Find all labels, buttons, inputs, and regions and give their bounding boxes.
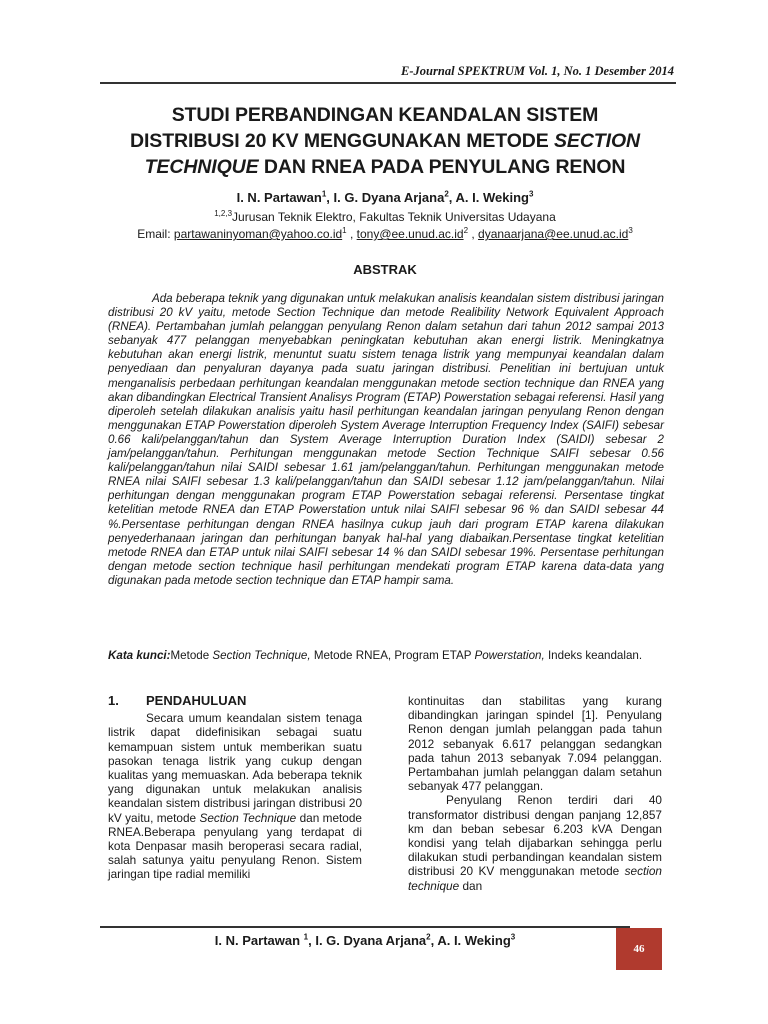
email-line: Email: $partawaninyoman@yahoo.co.id^1$ , $tony@ee.unud.ac.id^2$ , $dyanaarjana@ee.unud.ac.id^3$ bbox=[137, 226, 633, 241]
abstract-heading: ABSTRAK bbox=[353, 262, 417, 277]
title-line-1: STUDI PERBANDINGAN KEANDALAN SISTEM bbox=[171, 104, 599, 126]
footer-divider bbox=[100, 926, 630, 928]
email-link[interactable]: partawaninyoman@yahoo.co.id bbox=[173, 227, 343, 241]
body-paragraph bbox=[108, 711, 362, 881]
keywords-italic: Section Technique, bbox=[212, 649, 311, 662]
email-sup: 2 bbox=[463, 226, 469, 235]
paper-title bbox=[90, 102, 680, 180]
author-sup: 2 bbox=[426, 932, 431, 942]
section-number: 1. bbox=[108, 693, 119, 708]
author-sup: 1 bbox=[303, 932, 309, 942]
body-paragraph: kontinuitas dan stabilitas yang kurang dibandingkan jaringan spindel [1]. Penyulang Renon dengan jumlah pelanggan pada tahun 2012 sebanyak 6.617 pelanggan sedangkan pada tahun 2013 sebanyak 7.094 pelanggan. Pertambahan jumlah pelanggan dalam setahun sebanyak 477 pelanggan. bbox=[408, 694, 662, 794]
author-name: I. G. Dyana Arjana bbox=[333, 190, 445, 205]
author-name: I. G. Dyana Arjana bbox=[315, 933, 427, 948]
header-divider bbox=[100, 82, 676, 84]
body-text: Penyulang Renon terdiri dari 40 transformator distribusi dengan panjang 12,857 km dan beban sebesar 6.203 kVA Dengan kondisi yang telah dijabarkan sehingga perlu dilakukan studi perbandingan keandalan sistem distribusi 20 KV menggunakan metode bbox=[408, 793, 662, 879]
journal-header: E-Journal SPEKTRUM Vol. 1, No. 1 Desember 2014 bbox=[401, 64, 674, 78]
author-sup: 1 bbox=[321, 189, 327, 199]
affiliation-text: Jurusan Teknik Elektro, Fakultas Teknik Universitas Udayana bbox=[232, 210, 556, 224]
author-sup: 3 bbox=[528, 189, 534, 199]
body-italic: Section Technique bbox=[199, 810, 297, 825]
body-text: dan metode RNEA.Beberapa penyulang yang terdapat di kota Denpasar masih beroperasi secara radial, salah satunya yaitu penyulang Renon. Sistem jaringan tipe radial memiliki bbox=[108, 810, 362, 882]
author-name: A. I. Weking bbox=[455, 190, 529, 205]
title-line-2b: SECTION bbox=[554, 130, 640, 152]
author-name: I. N. Partawan bbox=[214, 933, 301, 948]
left-column bbox=[108, 694, 362, 882]
body-text: Secara umum keandalan sistem tenaga listrik dapat didefinisikan sebagai suatu kemampuan sistem untuk memberikan suatu pasokan tenaga listrik yang cukup dengan kualitas yang memuaskan. Ada beberapa teknik yang digunakan untuk melakukan analisis keandalan sistem distribusi jaringan distribusi 20 kV yaitu, metode bbox=[108, 711, 362, 825]
author-name: A. I. Weking bbox=[437, 933, 511, 948]
body-text: dan bbox=[459, 878, 483, 893]
title-line-3a: TECHNIQUE bbox=[144, 156, 259, 178]
abstract-body bbox=[108, 292, 664, 588]
keywords-text: Metode RNEA, Program ETAP bbox=[310, 649, 475, 662]
keywords-italic: Powerstation, bbox=[474, 649, 545, 662]
title-line-3b: DAN RNEA PADA PENYULANG RENON bbox=[258, 156, 626, 178]
email-sup: 3 bbox=[628, 226, 633, 235]
email-sup: 1 bbox=[342, 226, 347, 235]
body-paragraph bbox=[408, 793, 662, 892]
email-link[interactable]: tony@ee.unud.ac.id bbox=[356, 227, 464, 241]
author-sup: 3 bbox=[510, 932, 516, 942]
section-title: PENDAHULUAN bbox=[146, 693, 247, 708]
author-list: I. N. Partawan$^1$, I. G. Dyana Arjana$^2$, A. I. Weking$^3$ bbox=[236, 189, 534, 205]
keywords-label: Kata kunci: bbox=[108, 649, 171, 662]
keywords-text: Metode bbox=[170, 649, 213, 662]
right-column bbox=[408, 694, 662, 893]
email-label: Email: bbox=[137, 227, 174, 241]
abstract-paragraph: Ada beberapa teknik yang digunakan untuk melakukan analisis keandalan sistem distribusi jaringan distribusi 20 kV yaitu, metode Section Technique dan metode Realibility Network Equivalent Approach (RNEA). Pertambahan jumlah pelanggan penyulang Renon dalam setahun dari tahun 2012 sampai 2013 sebanyak 477 pelanggan menyebabkan peningkatan kebutuhan akan energi listrik. Meningkatnya kebutuhan akan energi listrik, menuntut suatu sistem tenaga listrik yang mempunyai keandalan dalam penyediaan dan penyaluran dayanya pada suatu jaringan distribusi. Penelitian ini bertujuan untuk menganalisis perbedaan perhitungan keandalan menggunakan metode section technique dan RNEA yang akan dibandingkan Electrical Transient Analisys Program (ETAP) Powerstation sebagai referensi. Hasil yang diperoleh setelah dilakukan analisis yaitu hasil perhitungan keandalan jaringan penyulang Renon dengan menggunakan ETAP Powerstation diperoleh System Average Interruption Frequency Index (SAIFI) sebesar 0.66 kali/pelanggan/tahun dan System Average Interruption Duration Index (SAIDI) sebesar 2 jam/pelanggan/tahun. Perhitungan menggunakan metode Section Technique SAIFI sebesar 0.56 kali/pelanggan/tahun nilai SAIDI sebesar 1.61 jam/pelanggan/tahun. Perhitungan menggunakan metode RNEA nilai SAIFI sebesar 1.3 kali/pelanggan/tahun dan SAIDI sebesar 1.12 jam/pelanggan/tahun. Nilai perhitungan dengan menggunakan program ETAP Powerstation sebagai referensi. Persentase tingkat ketelitian metode RNEA dan ETAP Powerstation untuk nilai SAIFI sebesar 96 % dan SAIDI sebesar 44 %.Persentase perhitungan dengan RNEA hasilnya cukup jauh dari program ETAP karena dilakukan penyederhanaan jaringan dan perhitungan banyak hal-hal yang diabaikan.Persentase tingkat ketelitian metode RNEA dan ETAP untuk nilai SAIFI sebesar 14 % dan SAIDI sebesar 19%. Persentase perhitungan dengan metode section technique hasil perhitungan mendekati program ETAP karena data-data yang digunakan pada metode section technique dan ETAP hampir sama. bbox=[108, 292, 664, 587]
title-line-2a: DISTRIBUSI 20 KV MENGGUNAKAN METODE bbox=[130, 130, 555, 152]
keywords bbox=[108, 648, 664, 663]
section-heading bbox=[108, 694, 362, 708]
affiliation bbox=[90, 210, 680, 224]
page-number-badge: 46 bbox=[616, 928, 662, 970]
author-sup: 2 bbox=[444, 189, 449, 199]
email-link[interactable]: dyanaarjana@ee.unud.ac.id bbox=[478, 227, 629, 241]
affiliation-sup: 1,2,3 bbox=[214, 209, 233, 218]
author-name: I. N. Partawan bbox=[236, 190, 322, 205]
body-italic: section technique bbox=[408, 864, 662, 893]
footer-authors: I. N. Partawan $^1$, I. G. Dyana Arjana$^2$, A. I. Weking$^3$ bbox=[214, 932, 516, 948]
keywords-text: Indeks keandalan. bbox=[544, 649, 643, 662]
